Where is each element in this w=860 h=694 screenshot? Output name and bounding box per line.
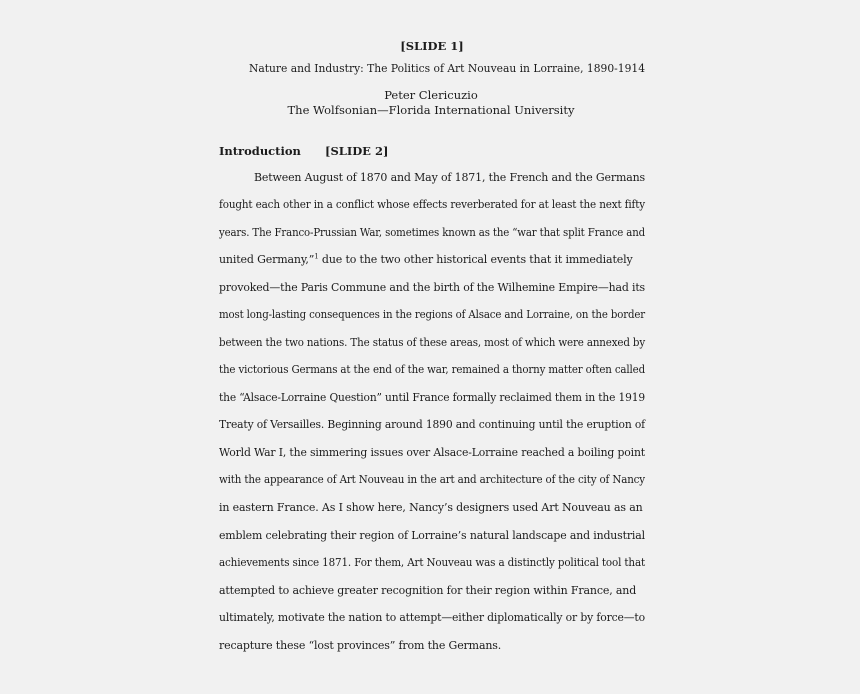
paragraph-line: with the appearance of Art Nouveau in the art and architecture of the city of Nancy xyxy=(219,473,645,486)
paragraph-line: provoked—the Paris Commune and the birth of the Wilhemine Empire—had its xyxy=(219,281,646,294)
paper-title: Nature and Industry: The Politics of Art Nouveau in Lorraine, 1890-1914 xyxy=(249,61,646,75)
paragraph-line: ultimately, motivate the nation to attempt—either diplomatically or by force—to xyxy=(219,611,645,624)
slide-1-label: [SLIDE 1] xyxy=(400,39,464,53)
slide-1-label-row xyxy=(0,39,860,53)
affiliation-row xyxy=(0,103,860,117)
section-heading: Introduction xyxy=(219,144,301,158)
paragraph-text: united Germany,” xyxy=(219,253,315,266)
paragraph-line: fought each other in a conflict whose effects reverberated for at least the next fifty xyxy=(219,198,645,211)
paragraph-line: in eastern France. As I show here, Nancy’s designers used Art Nouveau as an xyxy=(219,501,643,514)
paragraph-line: recapture these “lost provinces” from the Germans. xyxy=(219,639,502,652)
paragraph-line: Treaty of Versailles. Beginning around 1890 and continuing until the eruption of xyxy=(219,418,645,431)
paragraph-line: the “Alsace-Lorraine Question” until France formally reclaimed them in the 1919 xyxy=(219,391,645,404)
author-name: Peter Clericuzio xyxy=(384,88,478,102)
paragraph-line: Between August of 1870 and May of 1871, the French and the Germans xyxy=(254,171,645,184)
paragraph-line: attempted to achieve greater recognition for their region within France, and xyxy=(219,584,637,597)
paragraph-line: the victorious Germans at the end of the war, remained a thorny matter often called xyxy=(219,363,646,376)
paragraph-line xyxy=(219,253,633,266)
footnote-reference[interactable]: 1 xyxy=(314,252,319,261)
paragraph-line: most long-lasting consequences in the regions of Alsace and Lorraine, on the border xyxy=(219,308,645,321)
paragraph-text: due to the two other historical events that it immediately xyxy=(318,253,633,266)
section-heading-row xyxy=(219,144,389,158)
author-affiliation: The Wolfsonian—Florida International University xyxy=(287,103,575,117)
paragraph-line: World War I, the simmering issues over Alsace-Lorraine reached a boiling point xyxy=(219,446,646,459)
author-row xyxy=(0,88,860,102)
paragraph-line: years. The Franco-Prussian War, sometimes known as the “war that split France and xyxy=(219,226,646,239)
slide-2-label: [SLIDE 2] xyxy=(325,144,389,158)
paragraph-line: achievements since 1871. For them, Art Nouveau was a distinctly political tool that xyxy=(219,556,646,569)
paragraph-line: emblem celebrating their region of Lorraine’s natural landscape and industrial xyxy=(219,529,645,542)
paragraph-line: between the two nations. The status of these areas, most of which were annexed by xyxy=(219,336,646,349)
